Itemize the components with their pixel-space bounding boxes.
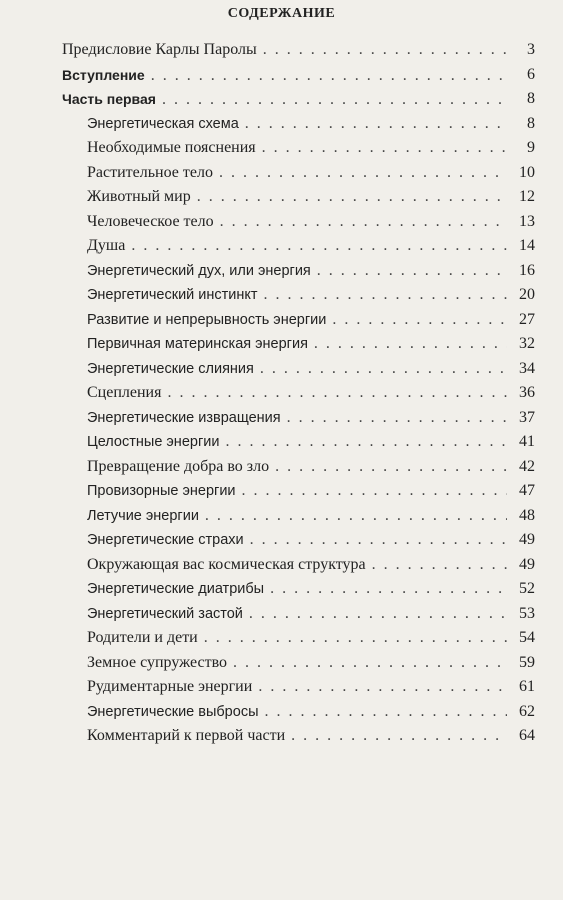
toc-entry-title: Энергетические выбросы (87, 703, 259, 720)
dot-leader (205, 504, 507, 529)
dot-leader (225, 430, 507, 455)
toc-entry-preface[interactable] (0, 38, 563, 63)
toc-entry[interactable] (0, 112, 563, 137)
toc-entry[interactable] (0, 234, 563, 259)
toc-entry[interactable] (0, 651, 563, 676)
dot-leader (258, 675, 507, 700)
toc-entry-page: 37 (519, 408, 535, 426)
toc-entry-page: 64 (519, 727, 535, 744)
toc-entry[interactable] (0, 700, 563, 725)
toc-entry[interactable] (0, 479, 563, 504)
page-title: СОДЕРЖАНИЕ (227, 6, 336, 21)
toc-entry-page: 8 (527, 114, 535, 132)
toc-entry[interactable] (0, 210, 563, 235)
toc-entry-title: Летучие энергии (87, 507, 199, 524)
toc-entry[interactable] (0, 136, 563, 161)
toc-entry-page: 6 (527, 65, 535, 83)
toc-entry-page: 3 (527, 41, 535, 58)
toc-entry-title: Целостные энергии (87, 434, 220, 450)
toc-entry-title: Рудиментарные энергии (87, 678, 253, 695)
toc-entry[interactable] (0, 332, 563, 357)
dot-leader (317, 259, 507, 284)
toc-entry-page: 32 (519, 335, 535, 352)
toc-entry-page: 48 (519, 506, 535, 524)
toc-entry-title: Энергетические диатрибы (87, 581, 265, 597)
toc-entry[interactable] (0, 430, 563, 455)
toc-entry-page: 59 (519, 653, 535, 671)
toc-entry-page: 47 (519, 482, 535, 499)
dot-leader (260, 357, 507, 382)
toc-entry-page: 62 (519, 702, 535, 720)
toc-entry[interactable] (0, 283, 563, 308)
toc-entry[interactable] (0, 504, 563, 529)
toc-entry[interactable] (0, 406, 563, 431)
dot-leader (131, 234, 507, 259)
dot-leader (275, 455, 507, 480)
dot-leader (372, 553, 507, 578)
dot-leader (162, 88, 507, 113)
toc-entry-part-one[interactable] (0, 87, 563, 112)
toc-entry-title: Энергетическая схема (87, 115, 239, 132)
dot-leader (250, 528, 507, 553)
dot-leader (291, 724, 507, 749)
toc-entry-title: Человеческое тело (87, 212, 214, 230)
toc-entry-title: Часть первая (62, 91, 156, 107)
toc-entry-title: Растительное тело (87, 163, 213, 181)
toc-entry[interactable] (0, 161, 563, 186)
toc-entry-page: 49 (519, 555, 535, 573)
toc-entry-page: 36 (519, 384, 535, 401)
toc-entry-page: 49 (519, 531, 535, 548)
dot-leader (242, 479, 507, 504)
dot-leader (220, 210, 507, 235)
toc-entry[interactable] (0, 602, 563, 627)
dot-leader (245, 112, 507, 137)
dot-leader (265, 700, 508, 725)
toc-entry-page: 16 (519, 261, 535, 279)
toc-entry-page: 54 (519, 629, 535, 646)
toc-entry[interactable] (0, 577, 563, 602)
toc-entry-title: Вступление (62, 66, 145, 83)
dot-leader (287, 406, 507, 431)
dot-leader (270, 577, 507, 602)
dot-leader (219, 161, 507, 186)
dot-leader (151, 64, 507, 89)
toc-entry[interactable] (0, 308, 563, 333)
toc-entry[interactable] (0, 185, 563, 210)
dot-leader (233, 651, 507, 676)
dot-leader (332, 308, 507, 333)
toc-entry-page: 53 (519, 604, 535, 622)
toc-entry-title: Окружающая вас космическая структура (87, 555, 366, 573)
dot-leader (314, 332, 507, 357)
table-of-contents (0, 38, 563, 749)
toc-entry-title: Комментарий к первой части (87, 727, 286, 744)
toc-entry-page: 8 (527, 90, 535, 107)
toc-entry[interactable] (0, 626, 563, 651)
toc-entry-title: Родители и дети (87, 629, 198, 646)
toc-entry[interactable] (0, 724, 563, 749)
toc-entry-page: 34 (519, 359, 535, 377)
dot-leader (262, 136, 507, 161)
toc-entry-title: Необходимые пояснения (87, 139, 256, 156)
toc-entry[interactable] (0, 259, 563, 284)
toc-entry-page: 20 (519, 286, 535, 303)
dot-leader (167, 381, 507, 406)
toc-entry-title: Провизорные энергии (87, 483, 236, 499)
toc-entry-page: 10 (519, 163, 535, 181)
toc-entry[interactable] (0, 381, 563, 406)
toc-entry-title: Животный мир (87, 188, 191, 205)
toc-entry-title: Земное супружество (87, 653, 228, 671)
toc-entry-title: Энергетические страхи (87, 532, 244, 548)
toc-entry-page: 14 (519, 237, 535, 254)
toc-entry-page: 9 (527, 139, 535, 156)
toc-entry-title: Энергетические извращения (87, 409, 281, 426)
toc-entry-title: Душа (87, 237, 126, 254)
toc-entry-page: 52 (519, 580, 535, 597)
dot-leader (204, 626, 507, 651)
dot-leader (264, 283, 507, 308)
toc-entry[interactable] (0, 357, 563, 382)
toc-entry[interactable] (0, 553, 563, 578)
dot-leader (197, 185, 507, 210)
toc-entry-page: 27 (519, 310, 535, 328)
toc-entry-page: 41 (519, 433, 535, 450)
toc-entry[interactable] (0, 675, 563, 700)
toc-entry-page: 12 (519, 188, 535, 205)
toc-entry-introduction[interactable] (0, 63, 563, 88)
toc-entry[interactable] (0, 528, 563, 553)
toc-entry-page: 13 (519, 212, 535, 230)
dot-leader (249, 602, 507, 627)
toc-entry-title: Энергетический застой (87, 605, 243, 622)
dot-leader (263, 38, 507, 63)
toc-entry-title: Сцепления (87, 384, 162, 401)
toc-entry-title: Превращение добра во зло (87, 457, 270, 475)
toc-entry-title: Энергетический дух, или энергия (87, 262, 311, 279)
toc-entry-page: 61 (519, 678, 535, 695)
toc-entry-title: Энергетический инстинкт (87, 287, 258, 303)
toc-entry-title: Развитие и непрерывность энергии (87, 311, 327, 328)
toc-entry-page: 42 (519, 457, 535, 475)
toc-entry-title: Предисловие Карлы Паролы (62, 41, 257, 58)
toc-entry-title: Энергетические слияния (87, 360, 254, 377)
toc-entry[interactable] (0, 455, 563, 480)
toc-entry-title: Первичная материнская энергия (87, 336, 308, 352)
